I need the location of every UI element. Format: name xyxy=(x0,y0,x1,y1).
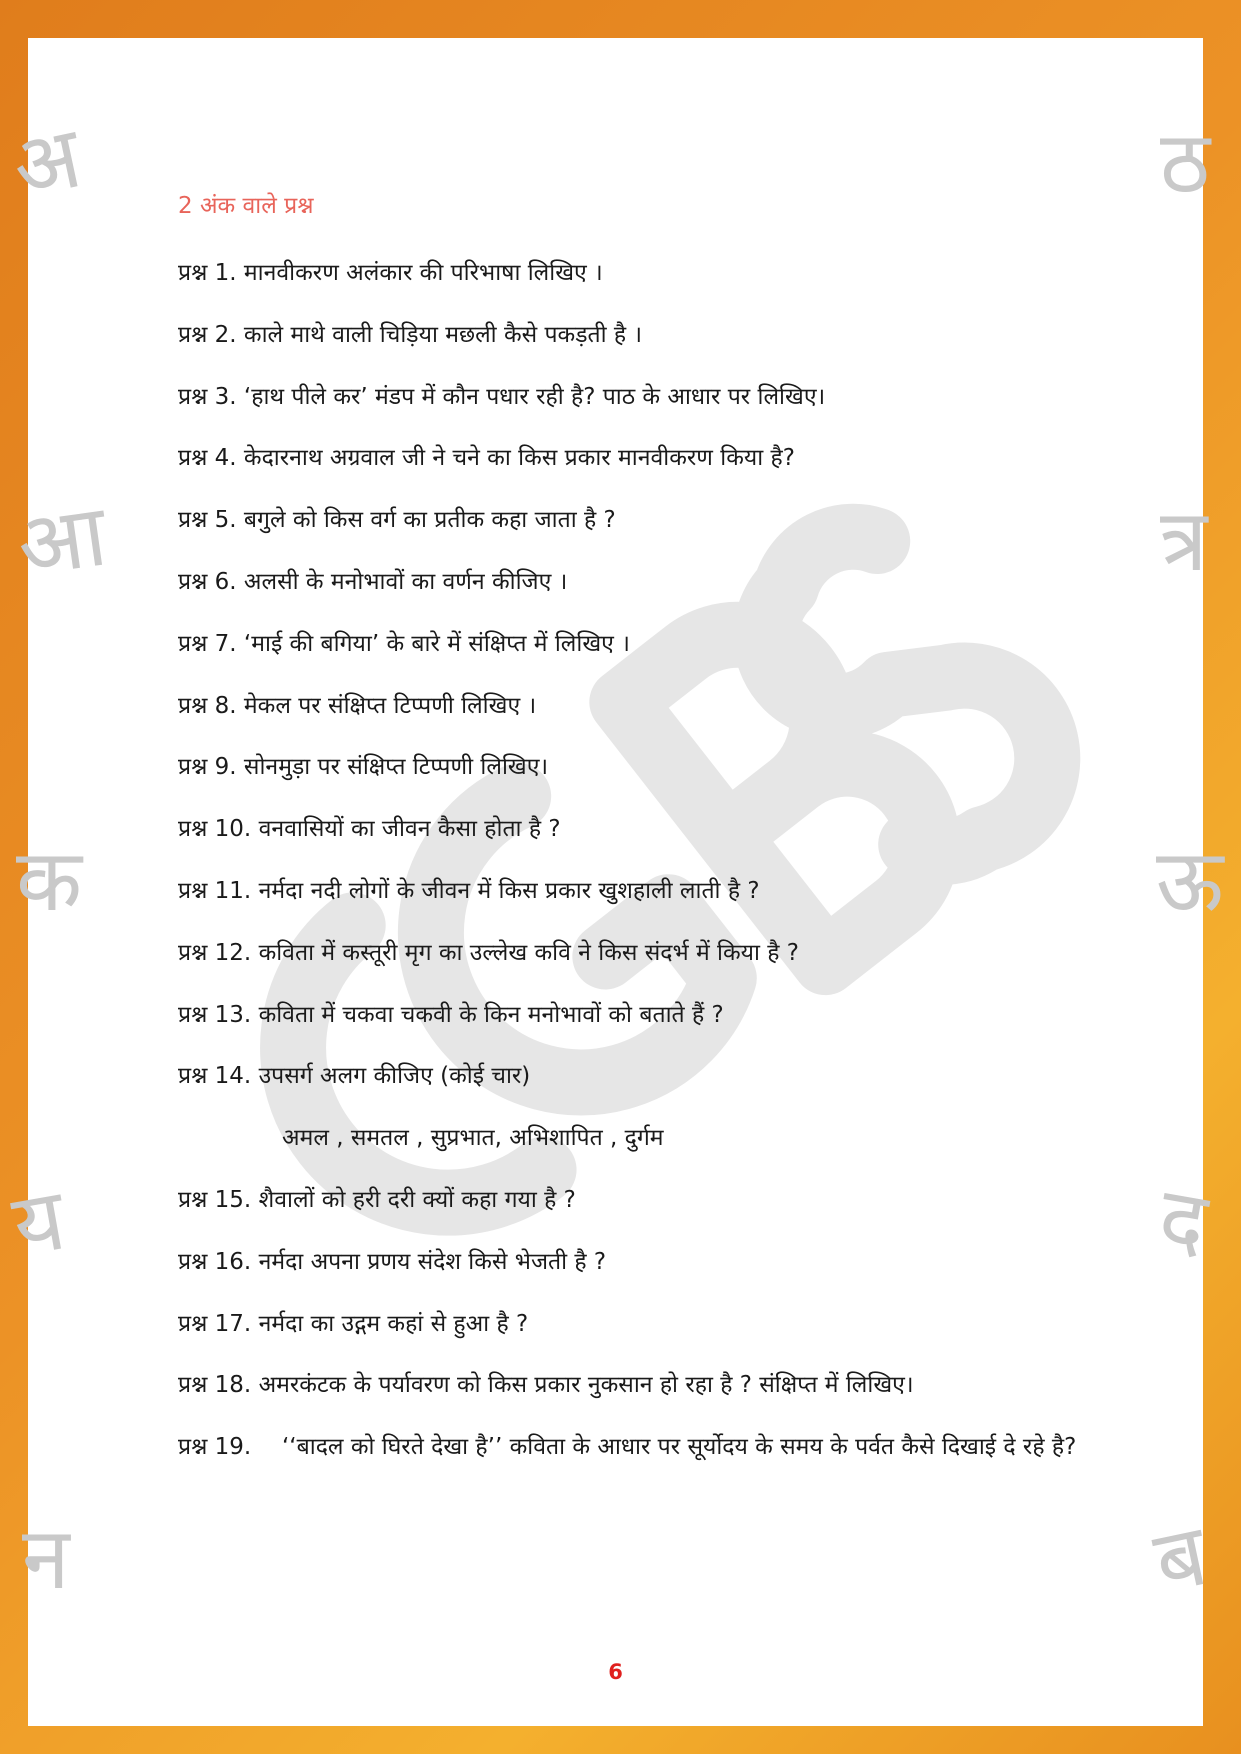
question-number: प्रश्न 8. xyxy=(178,692,237,719)
question-item xyxy=(178,318,1128,352)
question-item xyxy=(178,627,1128,661)
question-text: नर्मदा नदी लोगों के जीवन में किस प्रकार खुशहाली लाती है ? xyxy=(258,877,760,904)
question-number: प्रश्न 7. xyxy=(178,630,237,657)
question-item xyxy=(178,998,1128,1032)
decor-letter-left-1: अ xyxy=(4,107,90,219)
decor-letter-right-4: द xyxy=(1151,1167,1215,1275)
question-item xyxy=(178,689,1128,723)
decor-letter-right-5: ब xyxy=(1146,1504,1215,1614)
question-text: नर्मदा अपना प्रणय संदेश किसे भेजती है ? xyxy=(258,1248,607,1275)
decor-letter-left-5: न xyxy=(22,1509,70,1609)
question-item xyxy=(178,1307,1128,1341)
question-number: प्रश्न 16. xyxy=(178,1248,252,1275)
page-number: 6 xyxy=(608,1660,623,1684)
question-item xyxy=(178,1183,1128,1217)
question-item xyxy=(178,812,1128,846)
question-text: मानवीकरण अलंकार की परिभाषा लिखिए । xyxy=(243,260,603,286)
decor-letter-left-4: य xyxy=(5,1169,73,1277)
question-text: बगुले को किस वर्ग का प्रतीक कहा जाता है ? xyxy=(243,507,616,534)
question-item xyxy=(178,1430,1128,1464)
question-number: प्रश्न 12. xyxy=(178,939,252,966)
question-text: नर्मदा का उद्गम कहां से हुआ है ? xyxy=(258,1310,529,1337)
question-text: ‘‘बादल को घिरते देखा है’’ कविता के आधार पर सूर्योदय के समय के पर्वत कैसे दिखाई दे रहे है? xyxy=(282,1434,1077,1461)
question-text: सोनमुड़ा पर संक्षिप्त टिप्पणी लिखिए। xyxy=(243,754,549,781)
question-text: शैवालों को हरी दरी क्यों कहा गया है ? xyxy=(258,1186,576,1213)
question-number: प्रश्न 19. xyxy=(178,1434,252,1461)
question-number: प्रश्न 11. xyxy=(178,877,252,904)
decor-letter-left-3: क xyxy=(16,831,83,931)
question-item xyxy=(178,380,1128,414)
question-number: प्रश्न 5. xyxy=(178,507,237,534)
question-number: प्रश्न 18. xyxy=(178,1372,252,1399)
question-text: वनवासियों का जीवन कैसा होता है ? xyxy=(258,816,561,843)
question-item xyxy=(178,256,1128,290)
decor-letter-left-2: आ xyxy=(11,485,113,597)
question-text: ‘माई की बगिया’ के बारे में संक्षिप्त में लिखिए । xyxy=(243,630,630,657)
question-list xyxy=(178,256,1128,1492)
question-item xyxy=(178,441,1128,475)
question-number: प्रश्न 15. xyxy=(178,1186,252,1213)
question-number: प्रश्न 17. xyxy=(178,1310,252,1337)
question-item xyxy=(178,874,1128,908)
document-page xyxy=(4,38,1224,1726)
question-text: केदारनाथ अग्रवाल जी ने चने का किस प्रकार मानवीकरण किया है? xyxy=(243,445,795,472)
question-number: प्रश्न 14. xyxy=(178,1063,252,1090)
question-text: कविता में कस्तूरी मृग का उल्लेख कवि ने किस संदर्भ में किया है ? xyxy=(258,939,799,966)
decor-letter-right-3: ऊ xyxy=(1156,831,1224,931)
question-number: प्रश्न 3. xyxy=(178,383,237,410)
question-text: ‘हाथ पीले कर’ मंडप में कौन पधार रही है? पाठ के आधार पर लिखिए। xyxy=(243,383,826,410)
question-number: प्रश्न 10. xyxy=(178,816,252,843)
question-item xyxy=(178,565,1128,599)
section-title: 2 अंक वाले प्रश्न xyxy=(178,193,314,219)
question-number: प्रश्न 4. xyxy=(178,445,237,472)
question-number: प्रश्न 13. xyxy=(178,1001,252,1028)
question-item xyxy=(178,936,1128,970)
question-item xyxy=(178,750,1128,784)
question-text: कविता में चकवा चकवी के किन मनोभावों को बताते हैं ? xyxy=(258,1001,724,1028)
question-number: प्रश्न 9. xyxy=(178,754,237,781)
question-text: अमरकंटक के पर्यावरण को किस प्रकार नुकसान हो रहा है ? संक्षिप्त में लिखिए। xyxy=(258,1372,914,1399)
question-number: प्रश्न 2. xyxy=(178,321,237,348)
question-item xyxy=(178,1059,1128,1155)
question-text: अलसी के मनोभावों का वर्णन कीजिए । xyxy=(243,568,568,595)
decor-letter-right-2: त्र xyxy=(1160,491,1208,591)
question-subtext: अमल , समतल , सुप्रभात, अभिशापित , दुर्गम xyxy=(282,1125,664,1152)
question-text: मेकल पर संक्षिप्त टिप्पणी लिखिए । xyxy=(243,692,537,719)
question-text: उपसर्ग अलग कीजिए (कोई चार) xyxy=(258,1063,531,1090)
question-item xyxy=(178,503,1128,537)
question-number: प्रश्न 1. xyxy=(178,260,237,286)
decor-letter-right-1: ठ xyxy=(1160,113,1210,213)
question-item xyxy=(178,1368,1128,1402)
question-text: काले माथे वाली चिड़िया मछली कैसे पकड़ती है । xyxy=(243,321,643,348)
question-item xyxy=(178,1245,1128,1279)
question-number: प्रश्न 6. xyxy=(178,568,237,595)
